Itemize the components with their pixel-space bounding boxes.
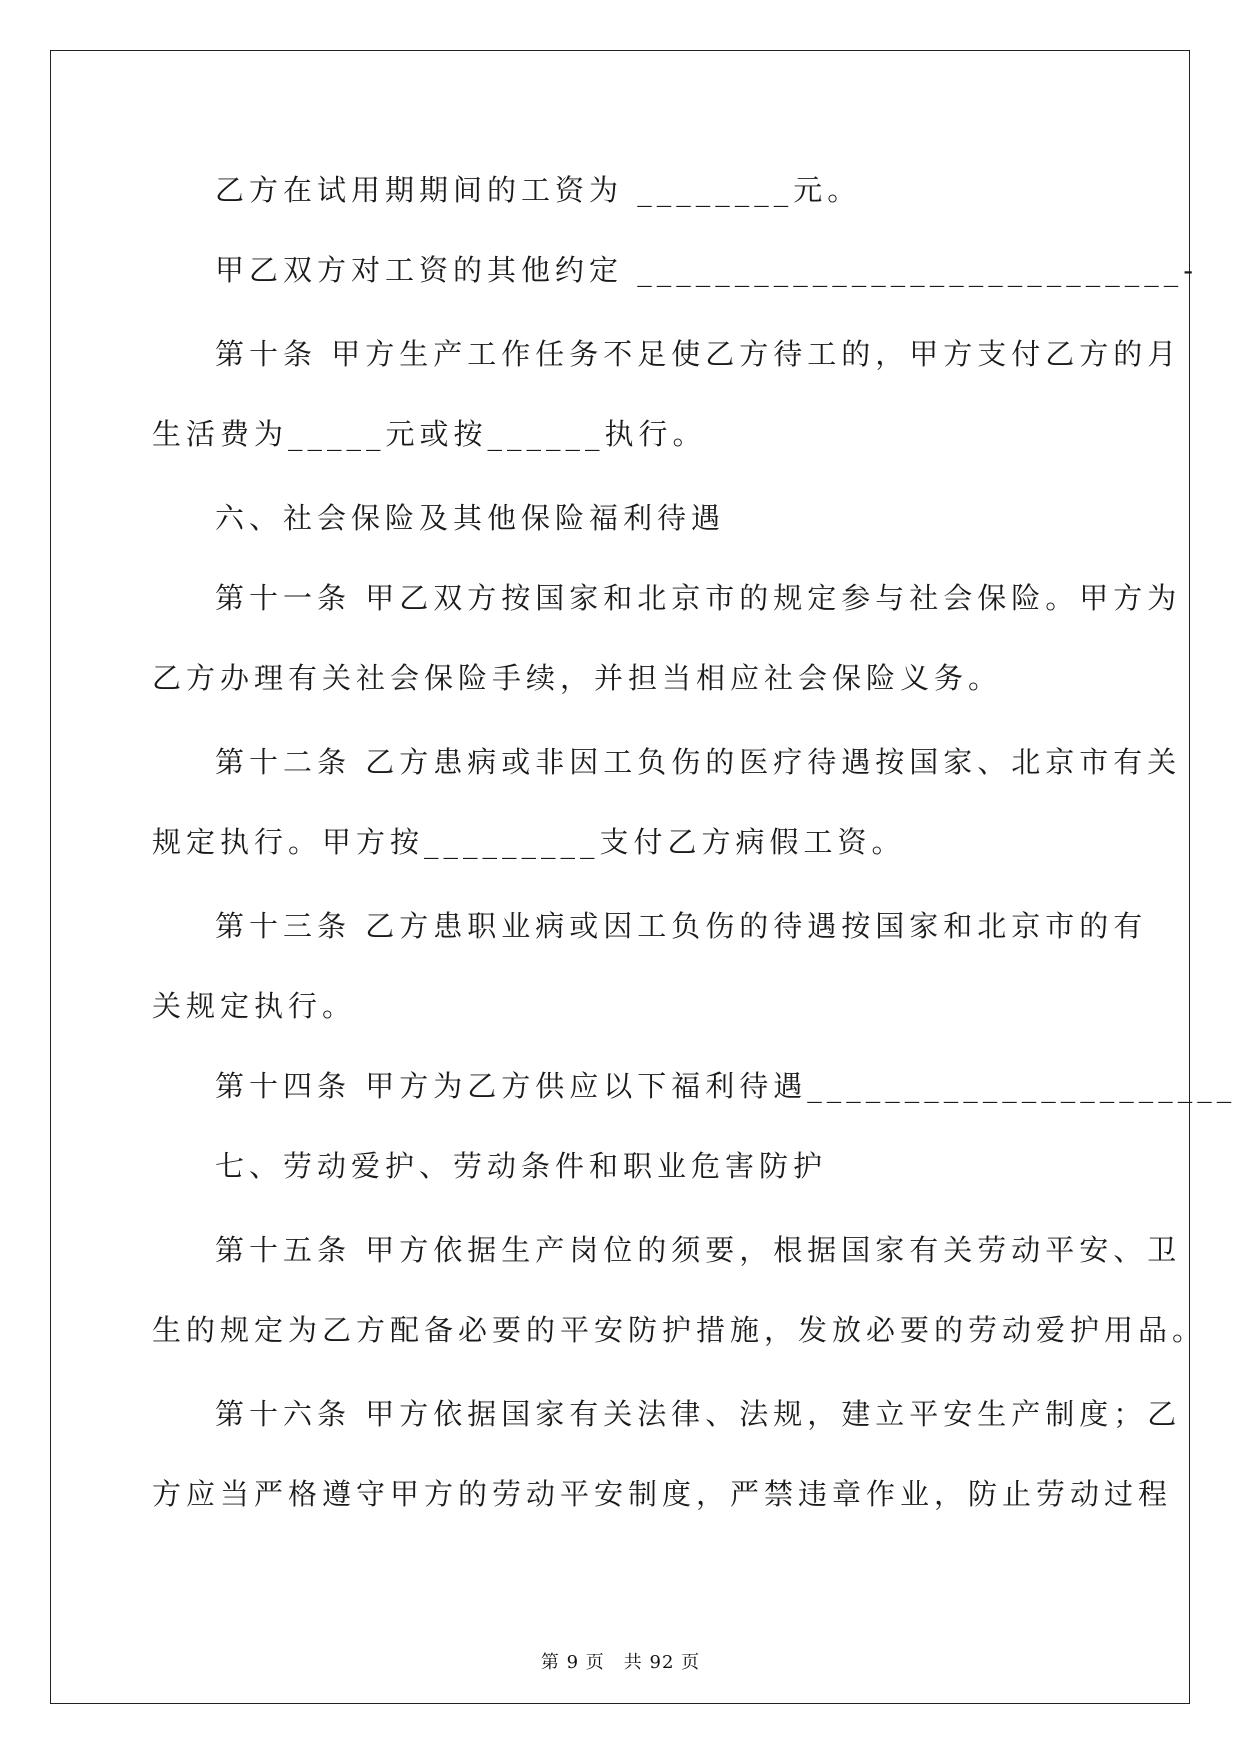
text-line: 甲乙双方对工资的其他约定 ____________________________- <box>215 253 1199 287</box>
section-heading: 七、劳动爱护、劳动条件和职业危害防护 <box>215 1149 828 1183</box>
section-heading: 六、社会保险及其他保险福利待遇 <box>215 501 726 535</box>
text-line: 关规定执行。 <box>152 989 357 1023</box>
text-line: 第十六条 甲方依据国家有关法律、法规，建立平安生产制度；乙 <box>215 1397 1182 1431</box>
text-line: 第十条 甲方生产工作任务不足使乙方待工的，甲方支付乙方的月 <box>215 337 1182 371</box>
page-border <box>50 50 1190 1704</box>
page-number: 第 9 页 共 92 页 <box>540 1652 701 1673</box>
text-line: 乙方在试用期期间的工资为 ________元。 <box>215 173 862 207</box>
text-line: 第十三条 乙方患职业病或因工负伤的待遇按国家和北京市的有 <box>215 909 1148 943</box>
text-line: 生的规定为乙方配备必要的平安防护措施，发放必要的劳动爱护用品。 <box>152 1313 1207 1347</box>
text-line: 第十五条 甲方依据生产岗位的须要，根据国家有关劳动平安、卫 <box>215 1233 1182 1267</box>
text-line: 规定执行。甲方按_________支付乙方病假工资。 <box>152 825 906 859</box>
text-line: 乙方办理有关社会保险手续，并担当相应社会保险义务。 <box>152 661 1003 695</box>
text-line: 方应当严格遵守甲方的劳动平安制度，严禁违章作业，防止劳动过程 <box>152 1477 1173 1511</box>
text-line: 第十二条 乙方患病或非因工负伤的医疗待遇按国家、北京市有关 <box>215 745 1182 779</box>
text-line: 第十一条 甲乙双方按国家和北京市的规定参与社会保险。甲方为 <box>215 581 1182 615</box>
text-line: 生活费为_____元或按______执行。 <box>152 417 707 451</box>
text-line: 第十四条 甲方为乙方供应以下福利待遇______________________ <box>215 1069 1237 1103</box>
